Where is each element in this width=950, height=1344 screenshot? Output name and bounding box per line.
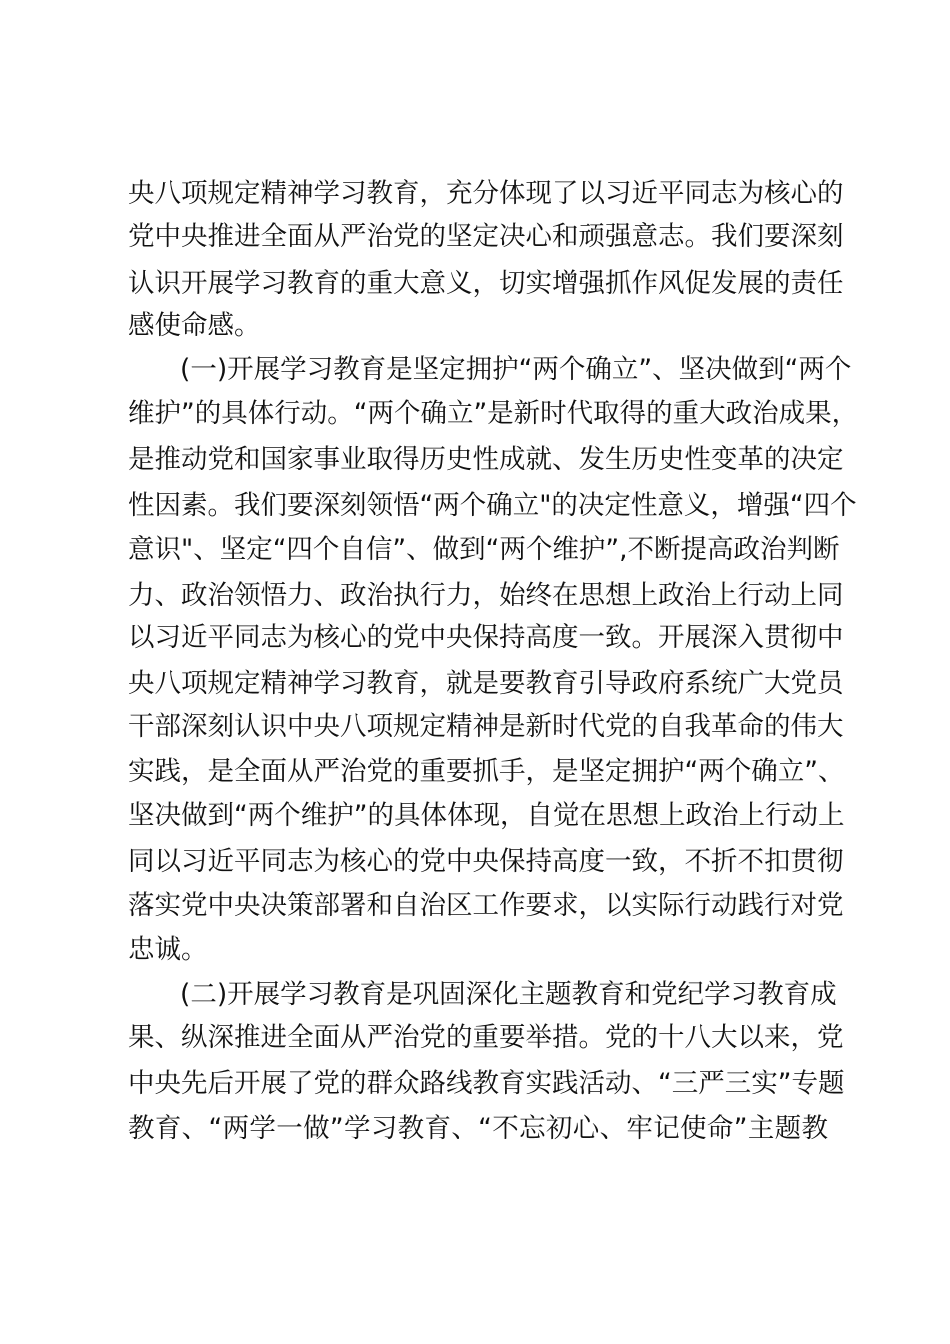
text-line-9: 意识"、坚定“四个自信”、做到“两个维护”,不断提高政治判断 — [128, 534, 840, 565]
text-line-10: 力、政治领悟力、政治执行力，始终在思想上政治上行动上同 — [128, 580, 844, 611]
text-line-8: 性因素。我们要深刻领悟“两个确立"的决定性意义，增强“四个 — [128, 490, 857, 521]
text-line-2: 党中央推进全面从严治党的坚定决心和顽强意志。我们要深刻 — [128, 221, 844, 252]
text-line-14: 实践，是全面从严治党的重要抓手，是坚定拥护“两个确立”、 — [128, 756, 845, 787]
text-line-15: 坚决做到“两个维护”的具体体现，自觉在思想上政治上行动上 — [128, 800, 845, 831]
text-line-16: 同以习近平同志为核心的党中央保持高度一致，不折不扣贯彻 — [128, 846, 844, 877]
text-line-6: 维护”的具体行动。“两个确立”是新时代取得的重大政治成果， — [128, 398, 859, 429]
text-line-21: 中央先后开展了党的群众路线教育实践活动、“三严三实”专题 — [128, 1068, 845, 1099]
text-line-3: 认识开展学习教育的重大意义，切实增强抓作风促发展的责任 — [128, 268, 844, 299]
text-line-4: 感使命感。 — [128, 310, 261, 341]
text-line-20: 果、纵深推进全面从严治党的重要举措。党的十八大以来，党 — [128, 1022, 844, 1053]
paragraph-1-first-line: (一)开展学习教育是坚定拥护“两个确立”、坚决做到“两个 — [180, 354, 852, 385]
text-line-17: 落实党中央决策部署和自治区工作要求，以实际行动践行对党 — [128, 890, 844, 921]
text-line-7: 是推动党和国家事业取得历史性成就、发生历史性变革的决定 — [128, 444, 844, 475]
text-line-22: 教育、“两学一做”学习教育、“不忘初心、牢记使命”主题教 — [128, 1113, 828, 1144]
text-line-1: 央八项规定精神学习教育，充分体现了以习近平同志为核心的 — [128, 178, 844, 209]
text-line-11: 以习近平同志为核心的党中央保持高度一致。开展深入贯彻中 — [128, 622, 844, 653]
paragraph-2-first-line: (二)开展学习教育是巩固深化主题教育和党纪学习教育成 — [180, 979, 837, 1010]
text-line-13: 干部深刻认识中央八项规定精神是新时代党的自我革命的伟大 — [128, 711, 844, 742]
text-line-18: 忠诚。 — [128, 934, 208, 965]
text-line-12: 央八项规定精神学习教育，就是要教育引导政府系统广大党员 — [128, 668, 844, 699]
